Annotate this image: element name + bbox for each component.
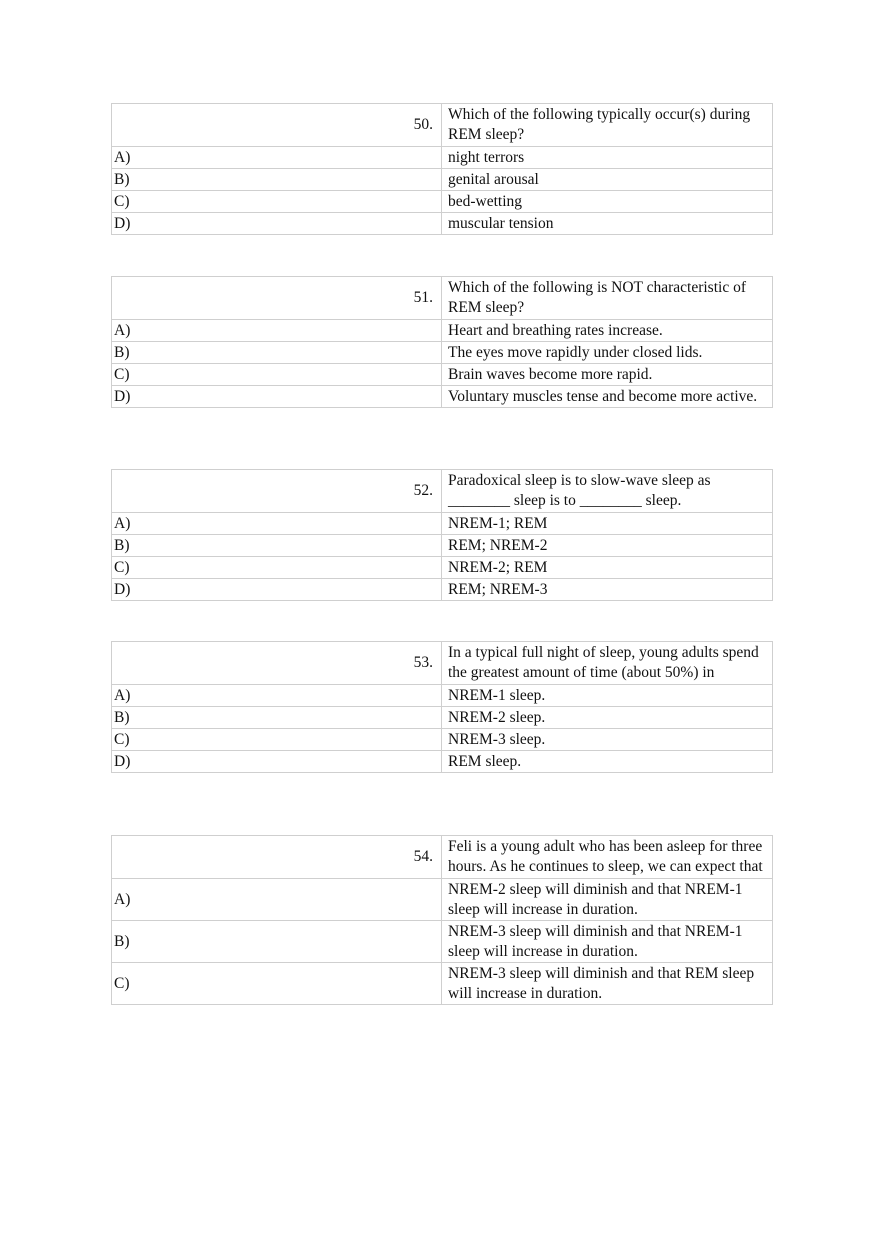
- question-text: Which of the following is NOT characteristic of REM sleep?: [442, 277, 773, 320]
- option-text: NREM-2 sleep will diminish and that NREM-1 sleep will increase in duration.: [442, 879, 773, 921]
- option-text: Heart and breathing rates increase.: [442, 320, 773, 342]
- question-text: In a typical full night of sleep, young adults spend the greatest amount of time (about 50%) in: [442, 642, 773, 685]
- option-row-a: [112, 147, 773, 169]
- option-letter: B): [112, 169, 442, 191]
- option-row-b: [112, 169, 773, 191]
- option-letter: D): [112, 579, 442, 601]
- option-row-b: [112, 342, 773, 364]
- option-text: REM sleep.: [442, 751, 773, 773]
- option-row-d: [112, 386, 773, 408]
- question-row: [112, 642, 773, 685]
- option-text: NREM-3 sleep.: [442, 729, 773, 751]
- question-text: Which of the following typically occur(s) during REM sleep?: [442, 104, 773, 147]
- option-letter: B): [112, 707, 442, 729]
- option-row-a: [112, 685, 773, 707]
- option-row-a: [112, 513, 773, 535]
- option-letter: D): [112, 386, 442, 408]
- option-row-b: [112, 707, 773, 729]
- option-text: genital arousal: [442, 169, 773, 191]
- option-letter: B): [112, 535, 442, 557]
- option-letter: C): [112, 557, 442, 579]
- option-text: muscular tension: [442, 213, 773, 235]
- option-letter: B): [112, 342, 442, 364]
- option-letter: A): [112, 879, 442, 921]
- option-row-b: [112, 535, 773, 557]
- option-text: night terrors: [442, 147, 773, 169]
- option-row-c: [112, 191, 773, 213]
- option-row-d: [112, 213, 773, 235]
- option-text: The eyes move rapidly under closed lids.: [442, 342, 773, 364]
- option-text: NREM-1; REM: [442, 513, 773, 535]
- option-letter: B): [112, 921, 442, 963]
- question-row: [112, 104, 773, 147]
- question-table-54: [111, 835, 773, 1005]
- question-number: 52.: [112, 470, 442, 513]
- option-text: Brain waves become more rapid.: [442, 364, 773, 386]
- option-row-a: [112, 879, 773, 921]
- option-text: REM; NREM-3: [442, 579, 773, 601]
- option-letter: D): [112, 751, 442, 773]
- question-table-50: [111, 103, 773, 235]
- option-letter: A): [112, 320, 442, 342]
- question-row: [112, 470, 773, 513]
- option-text: bed-wetting: [442, 191, 773, 213]
- option-row-c: [112, 557, 773, 579]
- question-row: [112, 277, 773, 320]
- option-letter: A): [112, 685, 442, 707]
- question-table-52: [111, 469, 773, 601]
- option-text: NREM-3 sleep will diminish and that REM sleep will increase in duration.: [442, 963, 773, 1005]
- option-row-c: [112, 963, 773, 1005]
- option-letter: D): [112, 213, 442, 235]
- option-letter: C): [112, 963, 442, 1005]
- question-table-53: [111, 641, 773, 773]
- option-letter: C): [112, 729, 442, 751]
- question-text: Paradoxical sleep is to slow-wave sleep as ________ sleep is to ________ sleep.: [442, 470, 773, 513]
- option-text: NREM-2 sleep.: [442, 707, 773, 729]
- option-text: NREM-2; REM: [442, 557, 773, 579]
- question-number: 50.: [112, 104, 442, 147]
- option-row-c: [112, 729, 773, 751]
- option-row-c: [112, 364, 773, 386]
- question-text: Feli is a young adult who has been asleep for three hours. As he continues to sleep, we can expect that: [442, 836, 773, 879]
- question-number: 51.: [112, 277, 442, 320]
- option-letter: A): [112, 513, 442, 535]
- option-row-d: [112, 751, 773, 773]
- option-letter: A): [112, 147, 442, 169]
- option-text: NREM-3 sleep will diminish and that NREM-1 sleep will increase in duration.: [442, 921, 773, 963]
- option-letter: C): [112, 364, 442, 386]
- option-row-d: [112, 579, 773, 601]
- question-row: [112, 836, 773, 879]
- question-table-51: [111, 276, 773, 408]
- option-row-a: [112, 320, 773, 342]
- question-number: 53.: [112, 642, 442, 685]
- option-text: Voluntary muscles tense and become more active.: [442, 386, 773, 408]
- option-text: REM; NREM-2: [442, 535, 773, 557]
- option-text: NREM-1 sleep.: [442, 685, 773, 707]
- option-letter: C): [112, 191, 442, 213]
- question-number: 54.: [112, 836, 442, 879]
- option-row-b: [112, 921, 773, 963]
